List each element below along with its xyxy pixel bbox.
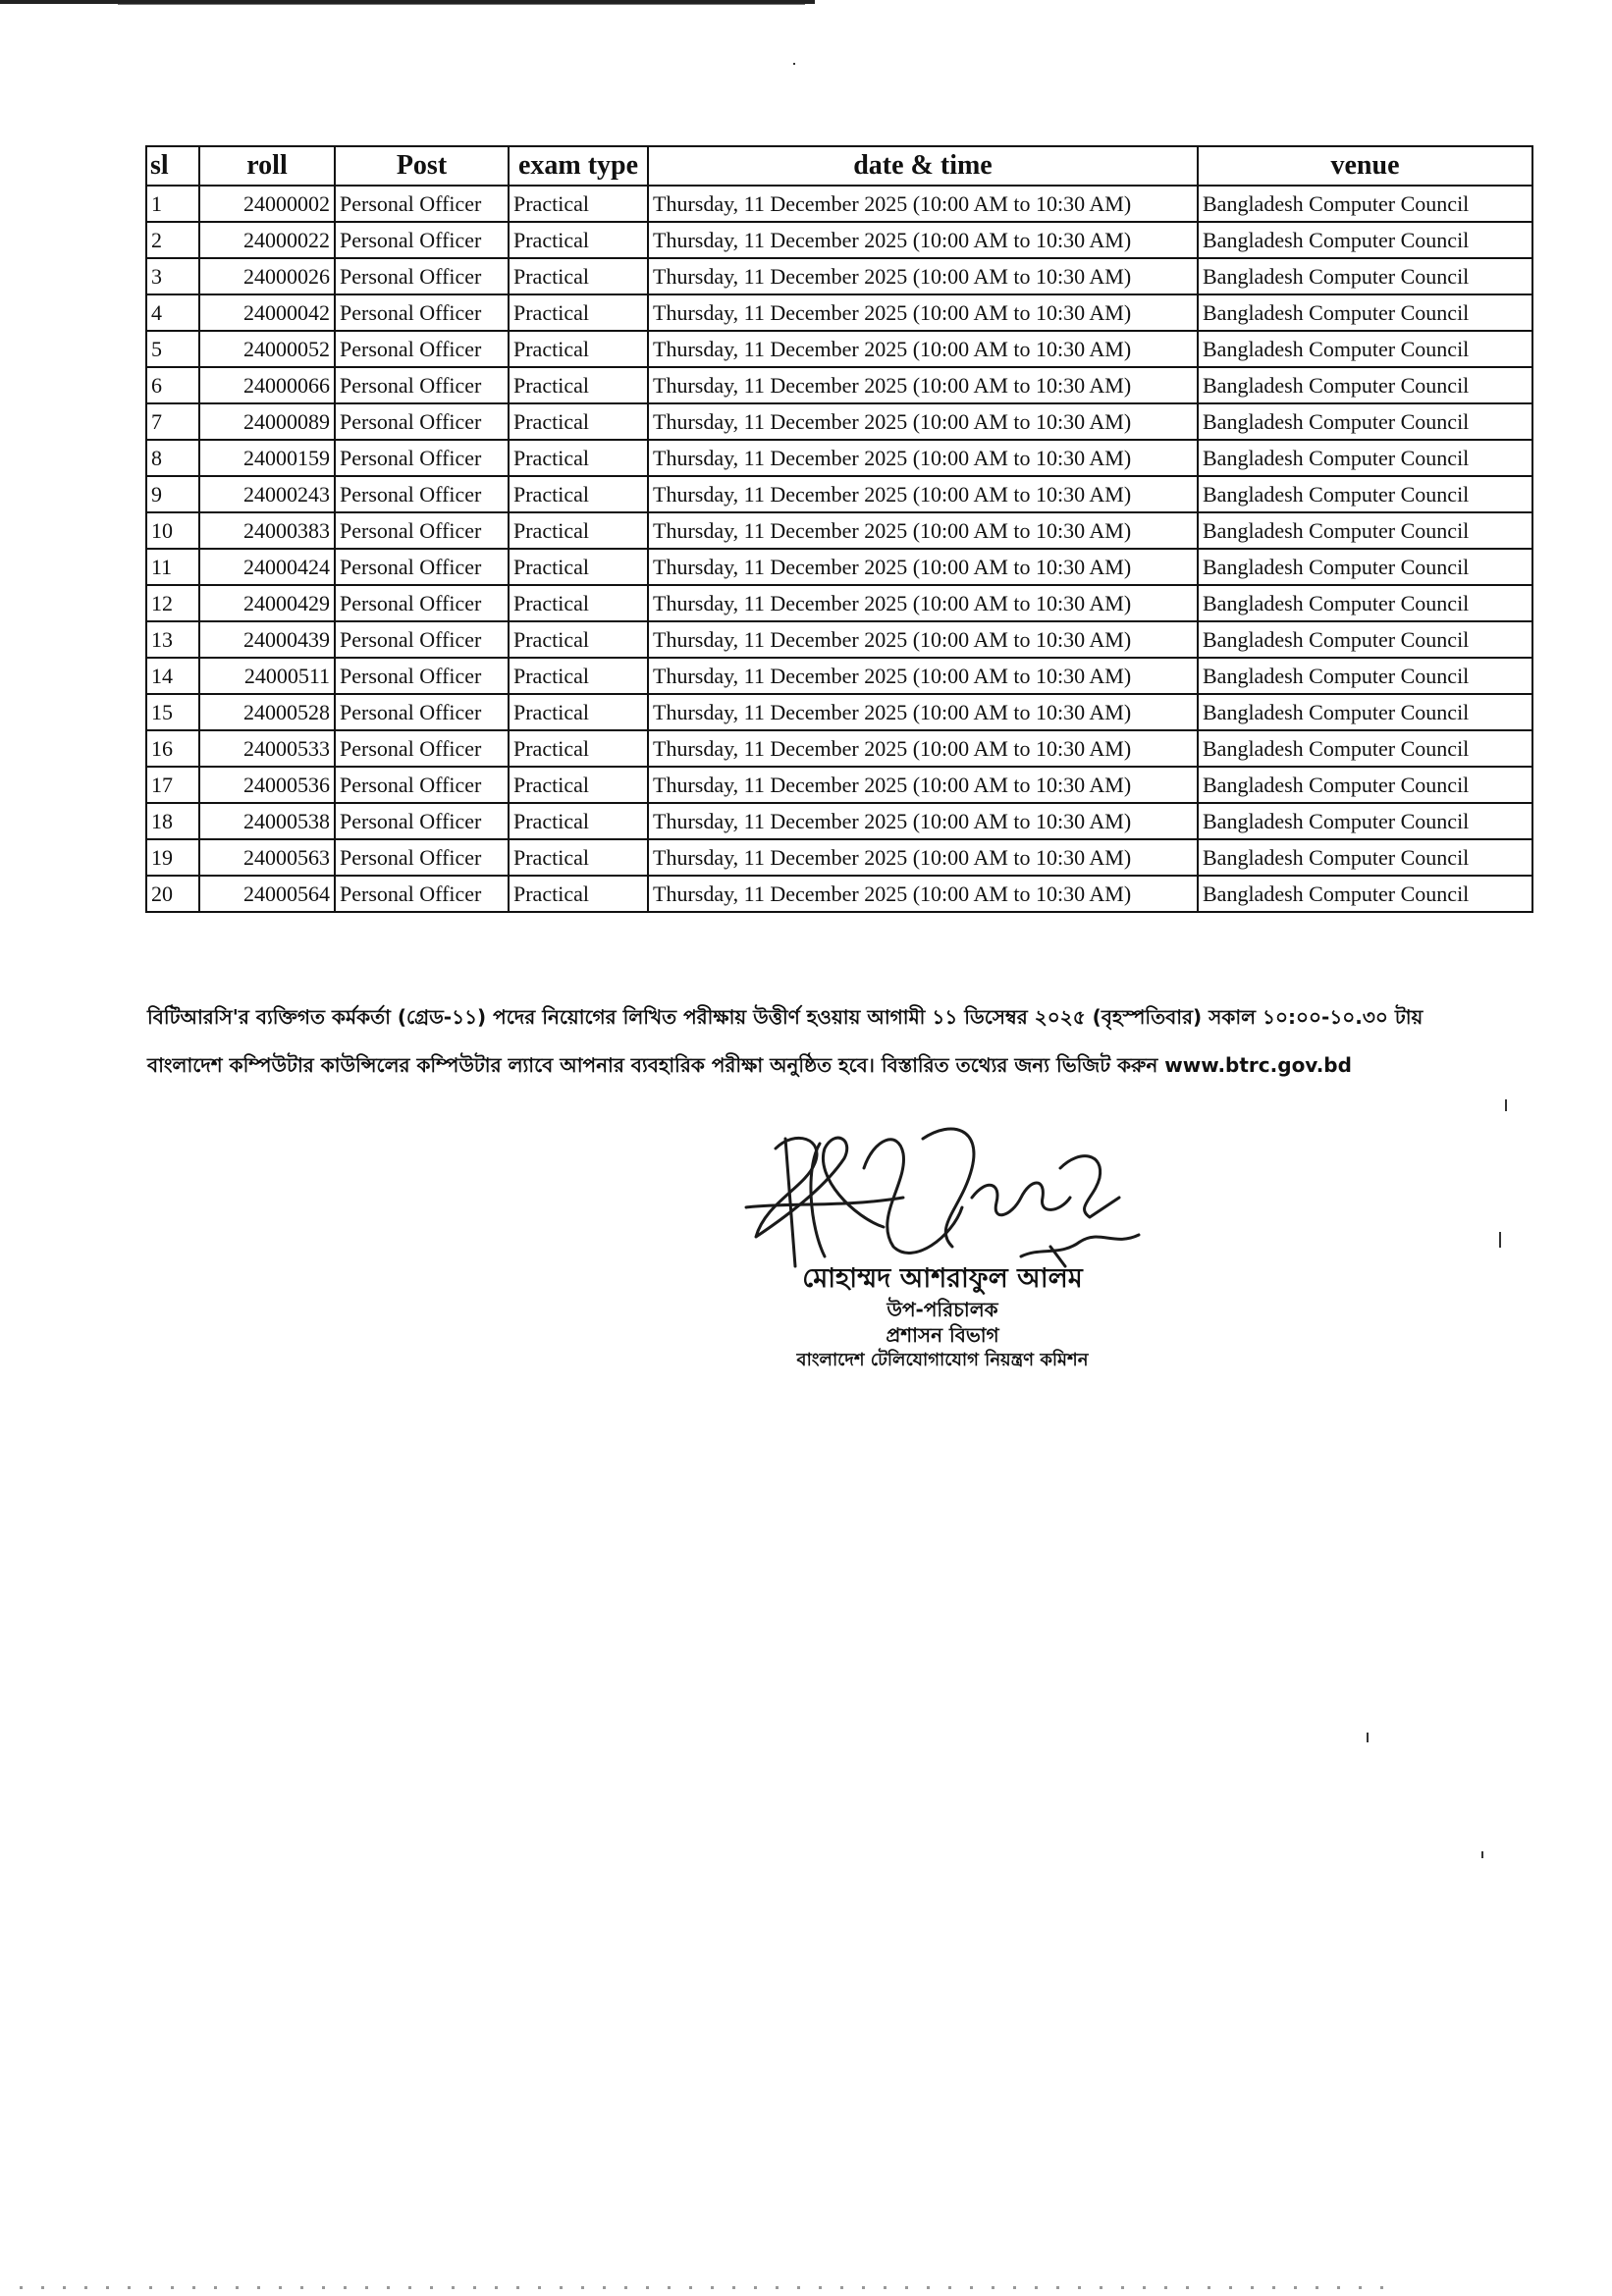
- cell-date-time: Thursday, 11 December 2025 (10:00 AM to 10:30 AM): [648, 222, 1198, 258]
- scan-speck: [1505, 1099, 1507, 1111]
- cell-date-time: Thursday, 11 December 2025 (10:00 AM to 10:30 AM): [648, 476, 1198, 512]
- cell-post: Personal Officer: [335, 876, 509, 912]
- cell-sl: 6: [146, 367, 199, 403]
- table-row: [146, 767, 1532, 803]
- cell-roll: 24000439: [199, 621, 335, 658]
- cell-roll: 24000536: [199, 767, 335, 803]
- cell-date-time: Thursday, 11 December 2025 (10:00 AM to 10:30 AM): [648, 585, 1198, 621]
- table-row: [146, 876, 1532, 912]
- cell-roll: 24000002: [199, 186, 335, 222]
- cell-post: Personal Officer: [335, 621, 509, 658]
- cell-post: Personal Officer: [335, 585, 509, 621]
- cell-exam-type: Practical: [509, 331, 648, 367]
- cell-sl: 1: [146, 186, 199, 222]
- cell-exam-type: Practical: [509, 367, 648, 403]
- cell-roll: 24000563: [199, 839, 335, 876]
- cell-exam-type: Practical: [509, 730, 648, 767]
- cell-post: Personal Officer: [335, 222, 509, 258]
- cell-exam-type: Practical: [509, 512, 648, 549]
- cell-sl: 19: [146, 839, 199, 876]
- cell-exam-type: Practical: [509, 294, 648, 331]
- cell-venue: Bangladesh Computer Council: [1198, 730, 1532, 767]
- cell-sl: 20: [146, 876, 199, 912]
- cell-sl: 12: [146, 585, 199, 621]
- cell-exam-type: Practical: [509, 403, 648, 440]
- cell-exam-type: Practical: [509, 839, 648, 876]
- cell-exam-type: Practical: [509, 186, 648, 222]
- cell-date-time: Thursday, 11 December 2025 (10:00 AM to 10:30 AM): [648, 658, 1198, 694]
- cell-exam-type: Practical: [509, 258, 648, 294]
- cell-post: Personal Officer: [335, 839, 509, 876]
- cell-sl: 5: [146, 331, 199, 367]
- cell-roll: 24000243: [199, 476, 335, 512]
- cell-post: Personal Officer: [335, 803, 509, 839]
- header-sl: sl: [146, 146, 199, 186]
- cell-roll: 24000042: [199, 294, 335, 331]
- scan-speck: [793, 63, 795, 65]
- cell-venue: Bangladesh Computer Council: [1198, 403, 1532, 440]
- signatory-organization: বাংলাদেশ টেলিযোগাযোগ নিয়ন্ত্রণ কমিশন: [796, 1350, 1089, 1370]
- table-row: [146, 549, 1532, 585]
- table-header-row: [146, 146, 1532, 186]
- cell-date-time: Thursday, 11 December 2025 (10:00 AM to 10:30 AM): [648, 440, 1198, 476]
- table-row: [146, 803, 1532, 839]
- table-row: [146, 585, 1532, 621]
- signature-block: [776, 1261, 1109, 1373]
- cell-roll: 24000564: [199, 876, 335, 912]
- cell-roll: 24000528: [199, 694, 335, 730]
- cell-roll: 24000429: [199, 585, 335, 621]
- signatory-name: মোহাম্মদ আশরাফুল আলম: [802, 1263, 1083, 1294]
- scan-speck: [1481, 1851, 1483, 1858]
- table-row: [146, 839, 1532, 876]
- cell-exam-type: Practical: [509, 876, 648, 912]
- cell-venue: Bangladesh Computer Council: [1198, 512, 1532, 549]
- cell-venue: Bangladesh Computer Council: [1198, 585, 1532, 621]
- cell-sl: 4: [146, 294, 199, 331]
- table-row: [146, 694, 1532, 730]
- table-row: [146, 512, 1532, 549]
- scan-edge-line: [118, 4, 805, 5]
- cell-date-time: Thursday, 11 December 2025 (10:00 AM to 10:30 AM): [648, 403, 1198, 440]
- scan-speck: [1499, 1232, 1501, 1248]
- cell-venue: Bangladesh Computer Council: [1198, 839, 1532, 876]
- header-roll: roll: [199, 146, 335, 186]
- cell-sl: 15: [146, 694, 199, 730]
- cell-roll: 24000533: [199, 730, 335, 767]
- cell-date-time: Thursday, 11 December 2025 (10:00 AM to 10:30 AM): [648, 803, 1198, 839]
- cell-post: Personal Officer: [335, 512, 509, 549]
- cell-roll: 24000089: [199, 403, 335, 440]
- handwritten-signature: [726, 1109, 1158, 1276]
- cell-venue: Bangladesh Computer Council: [1198, 258, 1532, 294]
- cell-date-time: Thursday, 11 December 2025 (10:00 AM to 10:30 AM): [648, 258, 1198, 294]
- table-row: [146, 621, 1532, 658]
- table-row: [146, 730, 1532, 767]
- cell-roll: 24000383: [199, 512, 335, 549]
- cell-roll: 24000022: [199, 222, 335, 258]
- cell-sl: 8: [146, 440, 199, 476]
- cell-venue: Bangladesh Computer Council: [1198, 222, 1532, 258]
- table-row: [146, 294, 1532, 331]
- cell-date-time: Thursday, 11 December 2025 (10:00 AM to 10:30 AM): [648, 367, 1198, 403]
- signatory-designation: উপ-পরিচালক: [887, 1298, 998, 1321]
- cell-exam-type: Practical: [509, 803, 648, 839]
- header-date-time: date & time: [648, 146, 1198, 186]
- cell-post: Personal Officer: [335, 694, 509, 730]
- table-row: [146, 476, 1532, 512]
- cell-post: Personal Officer: [335, 440, 509, 476]
- cell-sl: 17: [146, 767, 199, 803]
- cell-post: Personal Officer: [335, 294, 509, 331]
- table-row: [146, 331, 1532, 367]
- cell-date-time: Thursday, 11 December 2025 (10:00 AM to 10:30 AM): [648, 331, 1198, 367]
- cell-roll: 24000511: [199, 658, 335, 694]
- cell-roll: 24000538: [199, 803, 335, 839]
- cell-date-time: Thursday, 11 December 2025 (10:00 AM to 10:30 AM): [648, 621, 1198, 658]
- cell-exam-type: Practical: [509, 621, 648, 658]
- cell-date-time: Thursday, 11 December 2025 (10:00 AM to 10:30 AM): [648, 694, 1198, 730]
- cell-roll: 24000066: [199, 367, 335, 403]
- cell-post: Personal Officer: [335, 403, 509, 440]
- cell-date-time: Thursday, 11 December 2025 (10:00 AM to 10:30 AM): [648, 876, 1198, 912]
- notice-line-1: বিটিআরসি'র ব্যক্তিগত কর্মকর্তা (গ্রেড-১১) পদের নিয়োগের লিখিত পরীক্ষায় উত্তীর্ণ হওয়ায় আগামী ১১ ডিসেম্বর ২০২৫ (বৃহস্পতিবার) সকাল ১০:০০-১০.৩০ টায়: [147, 1005, 1424, 1029]
- table-row: [146, 440, 1532, 476]
- cell-venue: Bangladesh Computer Council: [1198, 694, 1532, 730]
- cell-date-time: Thursday, 11 December 2025 (10:00 AM to 10:30 AM): [648, 839, 1198, 876]
- cell-post: Personal Officer: [335, 476, 509, 512]
- cell-roll: 24000159: [199, 440, 335, 476]
- exam-schedule-table: [145, 145, 1533, 913]
- cell-date-time: Thursday, 11 December 2025 (10:00 AM to 10:30 AM): [648, 512, 1198, 549]
- cell-date-time: Thursday, 11 December 2025 (10:00 AM to 10:30 AM): [648, 767, 1198, 803]
- cell-venue: Bangladesh Computer Council: [1198, 476, 1532, 512]
- cell-exam-type: Practical: [509, 549, 648, 585]
- cell-venue: Bangladesh Computer Council: [1198, 621, 1532, 658]
- cell-venue: Bangladesh Computer Council: [1198, 186, 1532, 222]
- exam-notice: [147, 993, 1473, 1090]
- cell-venue: Bangladesh Computer Council: [1198, 767, 1532, 803]
- cell-venue: Bangladesh Computer Council: [1198, 331, 1532, 367]
- scan-edge-dots: [20, 2286, 1394, 2289]
- cell-sl: 2: [146, 222, 199, 258]
- cell-post: Personal Officer: [335, 186, 509, 222]
- signature-drawing: [726, 1109, 1158, 1276]
- cell-exam-type: Practical: [509, 694, 648, 730]
- cell-sl: 14: [146, 658, 199, 694]
- cell-roll: 24000424: [199, 549, 335, 585]
- signatory-department: প্রশাসন বিভাগ: [886, 1323, 999, 1347]
- cell-post: Personal Officer: [335, 549, 509, 585]
- table-row: [146, 367, 1532, 403]
- notice-line-2: বাংলাদেশ কম্পিউটার কাউন্সিলের কম্পিউটার ল্যাবে আপনার ব্যবহারিক পরীক্ষা অনুষ্ঠিত হবে। বিস্তারিত তথ্যের জন্য ভিজিট করুন www.btrc.gov.bd: [147, 1053, 1352, 1077]
- cell-venue: Bangladesh Computer Council: [1198, 294, 1532, 331]
- header-venue: venue: [1198, 146, 1532, 186]
- cell-post: Personal Officer: [335, 730, 509, 767]
- cell-post: Personal Officer: [335, 767, 509, 803]
- cell-exam-type: Practical: [509, 658, 648, 694]
- cell-roll: 24000052: [199, 331, 335, 367]
- header-exam-type: exam type: [509, 146, 648, 186]
- cell-venue: Bangladesh Computer Council: [1198, 549, 1532, 585]
- cell-venue: Bangladesh Computer Council: [1198, 658, 1532, 694]
- cell-sl: 7: [146, 403, 199, 440]
- cell-venue: Bangladesh Computer Council: [1198, 876, 1532, 912]
- table-row: [146, 658, 1532, 694]
- table-row: [146, 186, 1532, 222]
- cell-date-time: Thursday, 11 December 2025 (10:00 AM to 10:30 AM): [648, 549, 1198, 585]
- cell-venue: Bangladesh Computer Council: [1198, 803, 1532, 839]
- cell-exam-type: Practical: [509, 585, 648, 621]
- cell-roll: 24000026: [199, 258, 335, 294]
- cell-post: Personal Officer: [335, 658, 509, 694]
- cell-exam-type: Practical: [509, 767, 648, 803]
- table-row: [146, 222, 1532, 258]
- cell-exam-type: Practical: [509, 440, 648, 476]
- cell-sl: 13: [146, 621, 199, 658]
- table-body: [146, 186, 1532, 912]
- cell-sl: 11: [146, 549, 199, 585]
- cell-sl: 16: [146, 730, 199, 767]
- cell-exam-type: Practical: [509, 222, 648, 258]
- cell-post: Personal Officer: [335, 367, 509, 403]
- cell-post: Personal Officer: [335, 258, 509, 294]
- scan-speck: [1367, 1733, 1369, 1742]
- cell-sl: 9: [146, 476, 199, 512]
- cell-date-time: Thursday, 11 December 2025 (10:00 AM to 10:30 AM): [648, 294, 1198, 331]
- table-row: [146, 403, 1532, 440]
- cell-post: Personal Officer: [335, 331, 509, 367]
- cell-sl: 10: [146, 512, 199, 549]
- table-row: [146, 258, 1532, 294]
- cell-sl: 18: [146, 803, 199, 839]
- cell-date-time: Thursday, 11 December 2025 (10:00 AM to 10:30 AM): [648, 186, 1198, 222]
- cell-date-time: Thursday, 11 December 2025 (10:00 AM to 10:30 AM): [648, 730, 1198, 767]
- cell-exam-type: Practical: [509, 476, 648, 512]
- cell-venue: Bangladesh Computer Council: [1198, 367, 1532, 403]
- header-post: Post: [335, 146, 509, 186]
- cell-sl: 3: [146, 258, 199, 294]
- cell-venue: Bangladesh Computer Council: [1198, 440, 1532, 476]
